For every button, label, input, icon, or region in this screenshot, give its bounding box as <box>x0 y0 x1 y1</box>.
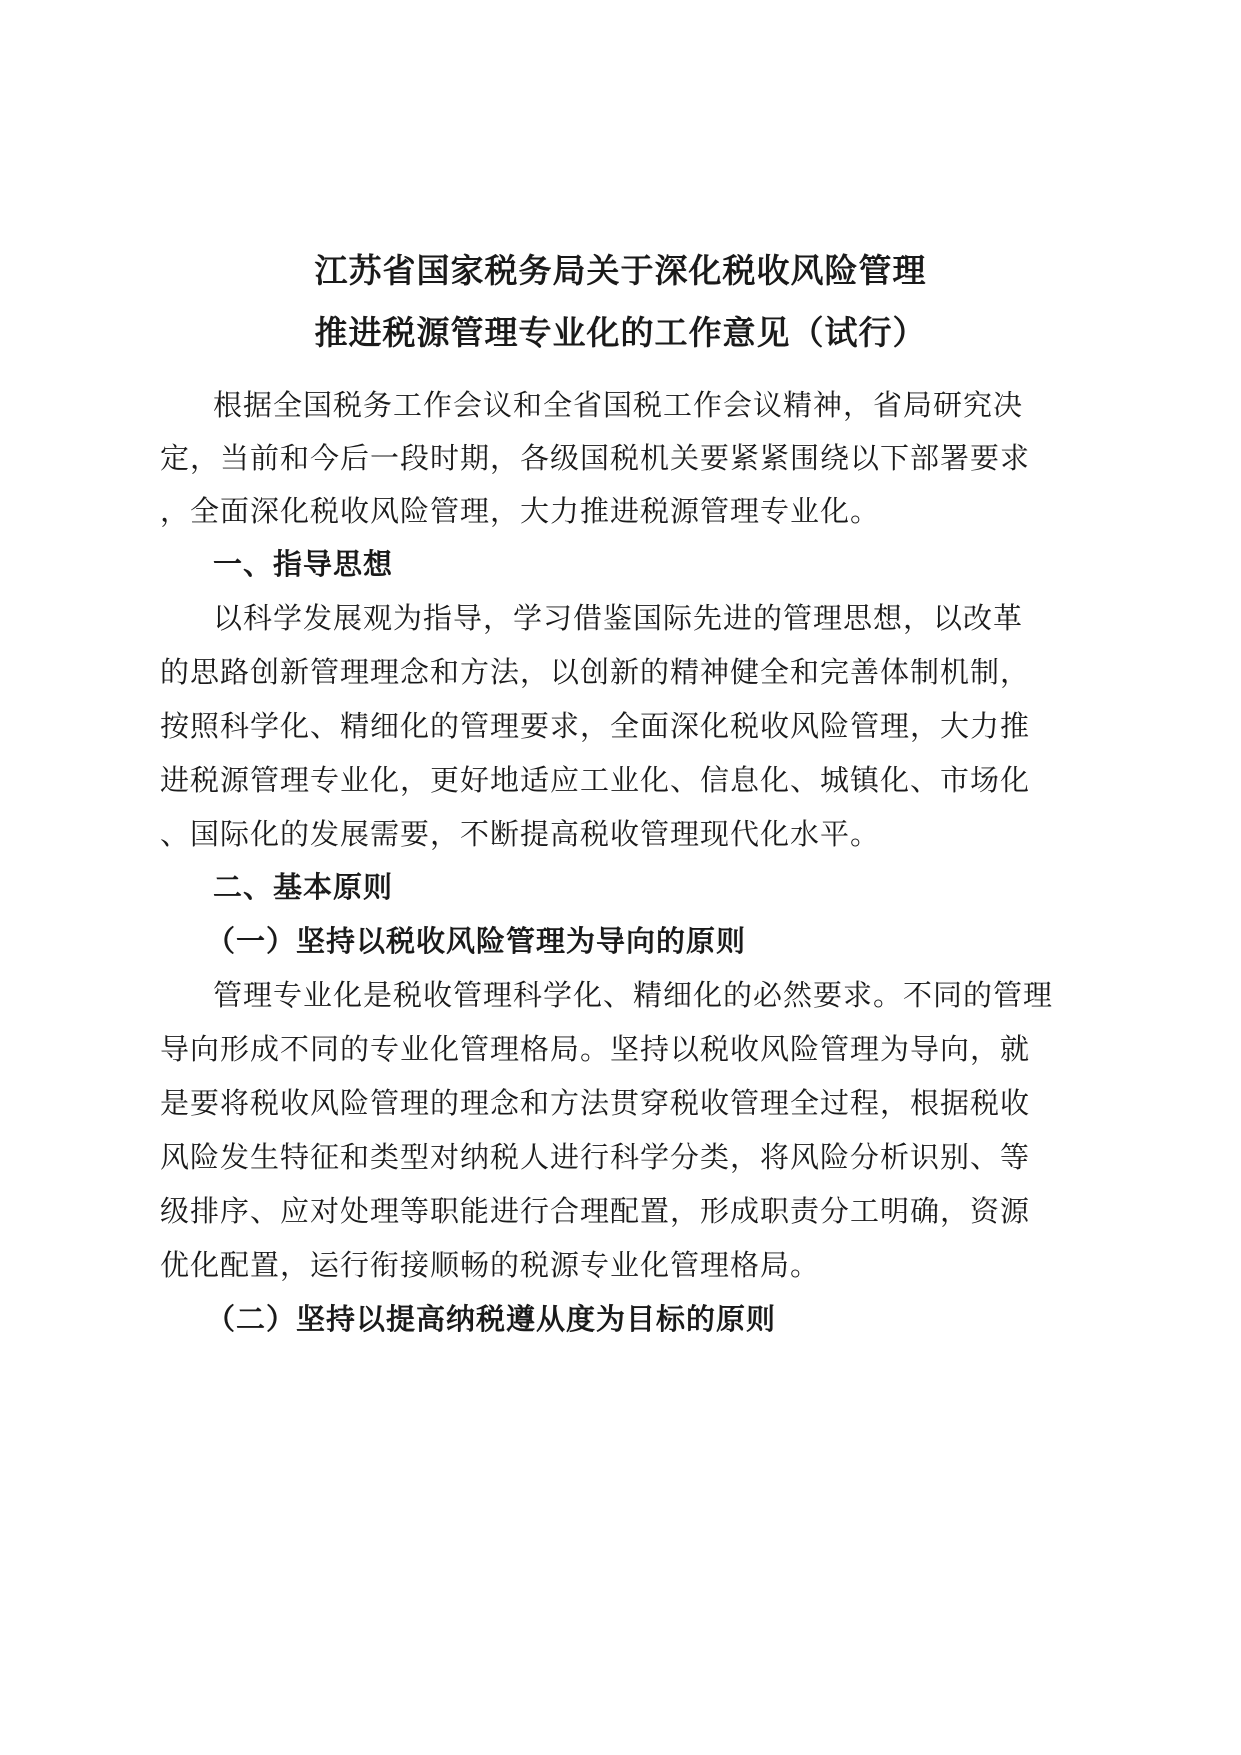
paragraph-line: 以科学发展观为指导，学习借鉴国际先进的管理思想，以改革 <box>213 601 1024 635</box>
paragraph-line: 按照科学化、精细化的管理要求，全面深化税收风险管理，大力推 <box>160 709 1031 743</box>
paragraph-line: 风险发生特征和类型对纳税人进行科学分类，将风险分析识别、等 <box>160 1140 1031 1174</box>
document-title-line-1: 江苏省国家税务局关于深化税收风险管理 <box>314 251 927 290</box>
intro-line: 定，当前和今后一段时期，各级国税机关要紧紧围绕以下部署要求 <box>160 441 1031 475</box>
document-title-line-2: 推进税源管理专业化的工作意见（试行） <box>314 313 927 352</box>
paragraph-line: 是要将税收风险管理的理念和方法贯穿税收管理全过程，根据税收 <box>160 1086 1031 1120</box>
paragraph-line: 优化配置，运行衔接顺畅的税源专业化管理格局。 <box>160 1248 821 1282</box>
paragraph-line: 进税源管理专业化，更好地适应工业化、信息化、城镇化、市场化 <box>160 763 1031 797</box>
subsection-heading: （二）坚持以提高纳税遵从度为目标的原则 <box>206 1302 777 1336</box>
intro-line: 根据全国税务工作会议和全省国税工作会议精神，省局研究决 <box>213 388 1024 422</box>
paragraph-line: 、国际化的发展需要，不断提高税收管理现代化水平。 <box>160 817 881 851</box>
paragraph-line: 管理专业化是税收管理科学化、精细化的必然要求。不同的管理 <box>213 978 1054 1012</box>
paragraph-line: 的思路创新管理理念和方法，以创新的精神健全和完善体制机制， <box>160 655 1031 689</box>
section-heading: 二、基本原则 <box>213 870 394 904</box>
paragraph-line: 导向形成不同的专业化管理格局。坚持以税收风险管理为导向，就 <box>160 1032 1031 1066</box>
subsection-heading: （一）坚持以税收风险管理为导向的原则 <box>206 924 747 958</box>
intro-line: ，全面深化税收风险管理，大力推进税源管理专业化。 <box>160 494 881 528</box>
paragraph-line: 级排序、应对处理等职能进行合理配置，形成职责分工明确，资源 <box>160 1194 1031 1228</box>
section-heading: 一、指导思想 <box>213 547 394 581</box>
